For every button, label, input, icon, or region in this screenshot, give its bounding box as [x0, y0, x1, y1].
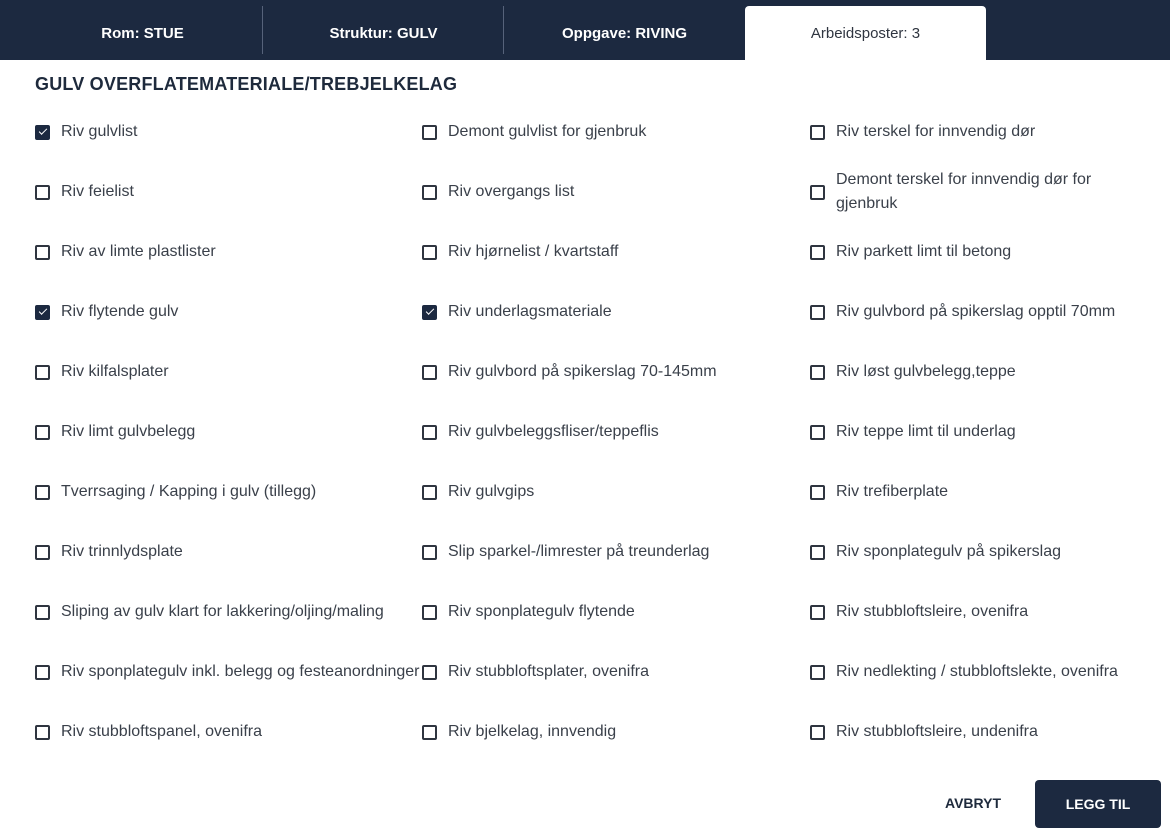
checkbox-item[interactable]: [810, 342, 1145, 402]
add-button[interactable]: LEGG TIL: [1035, 780, 1161, 828]
checkbox-label: Riv stubbloftsleire, ovenifra: [836, 603, 1029, 620]
checkbox-label: Riv bjelkelag, innvendig: [448, 723, 617, 740]
checkbox-item[interactable]: [810, 282, 1145, 342]
checkbox[interactable]: [422, 665, 437, 680]
checkbox-item[interactable]: [422, 102, 810, 162]
checkbox-label: Riv gulvbeleggsfliser/teppeflis: [448, 423, 659, 440]
checkbox-item[interactable]: [35, 342, 422, 402]
tab-bar: [0, 0, 1170, 60]
checkbox-label: Riv stubbloftsplater, ovenifra: [448, 663, 649, 680]
checkbox-item[interactable]: [422, 402, 810, 462]
checkbox-item[interactable]: [35, 642, 422, 702]
checkbox-item[interactable]: [422, 282, 810, 342]
checkbox-label: Riv trefiberplate: [836, 483, 949, 500]
checkbox[interactable]: [810, 485, 825, 500]
checkbox-item[interactable]: [422, 162, 810, 222]
checkbox-label: Sliping av gulv klart for lakkering/oljing/maling: [61, 603, 384, 620]
checkbox[interactable]: [422, 365, 437, 380]
checkbox-item[interactable]: [35, 522, 422, 582]
checkbox-item[interactable]: [810, 162, 1145, 222]
checkbox[interactable]: [35, 365, 50, 380]
checkbox-checked[interactable]: [35, 305, 50, 320]
checkbox[interactable]: [810, 725, 825, 740]
check-icon: [38, 126, 46, 134]
checkbox-item[interactable]: [422, 222, 810, 282]
checkbox-label: Riv stubbloftsleire, undenifra: [836, 723, 1038, 740]
checkbox[interactable]: [35, 725, 50, 740]
checkbox-label: Riv teppe limt til underlag: [836, 423, 1016, 440]
checkbox-label: Riv feielist: [61, 183, 134, 200]
checkbox-label: Riv sponplategulv flytende: [448, 603, 635, 620]
checkbox-checked[interactable]: [35, 125, 50, 140]
checkbox[interactable]: [35, 245, 50, 260]
checkbox[interactable]: [422, 725, 437, 740]
checkbox[interactable]: [810, 425, 825, 440]
checkbox[interactable]: [35, 485, 50, 500]
checkbox-item[interactable]: [35, 582, 422, 642]
work-item-grid: [35, 102, 1145, 762]
checkbox[interactable]: [422, 185, 437, 200]
check-icon: [425, 306, 433, 314]
checkbox[interactable]: [35, 605, 50, 620]
checkbox-item[interactable]: [35, 702, 422, 762]
check-icon: [38, 306, 46, 314]
checkbox-label: Tverrsaging / Kapping i gulv (tillegg): [61, 483, 317, 500]
checkbox-item[interactable]: [35, 282, 422, 342]
checkbox-label: Riv nedlekting / stubbloftslekte, ovenifra: [836, 663, 1118, 680]
checkbox-item[interactable]: [810, 402, 1145, 462]
checkbox-label: Riv av limte plastlister: [61, 243, 216, 260]
checkbox-item[interactable]: [810, 702, 1145, 762]
checkbox-label: Riv terskel for innvendig dør: [836, 123, 1036, 140]
checkbox[interactable]: [422, 605, 437, 620]
checkbox-item[interactable]: [35, 222, 422, 282]
checkbox-item[interactable]: [422, 462, 810, 522]
checkbox-label: Riv underlagsmateriale: [448, 303, 612, 320]
checkbox-label: Riv løst gulvbelegg,teppe: [836, 363, 1016, 380]
checkbox[interactable]: [35, 185, 50, 200]
checkbox-label: Demont gulvlist for gjenbruk: [448, 123, 647, 140]
checkbox-item[interactable]: [422, 702, 810, 762]
checkbox-item[interactable]: [810, 582, 1145, 642]
checkbox-item[interactable]: [422, 522, 810, 582]
checkbox-label: Riv parkett limt til betong: [836, 243, 1012, 260]
checkbox-checked[interactable]: [422, 305, 437, 320]
checkbox[interactable]: [422, 245, 437, 260]
checkbox-label: Riv hjørnelist / kvartstaff: [448, 243, 619, 260]
checkbox-item[interactable]: [810, 102, 1145, 162]
tab-task[interactable]: Oppgave: RIVING: [561, 24, 688, 42]
tab-room[interactable]: Rom: STUE: [22, 6, 263, 60]
checkbox-label: Riv gulvlist: [61, 123, 138, 140]
checkbox-label: Slip sparkel-/limrester på treunderlag: [448, 543, 710, 560]
checkbox[interactable]: [422, 485, 437, 500]
checkbox-item[interactable]: [422, 642, 810, 702]
checkbox-label: Riv flytende gulv: [61, 303, 179, 320]
checkbox[interactable]: [35, 425, 50, 440]
checkbox-label: Demont terskel for innvendig dør for gjenbruk: [836, 171, 1092, 212]
checkbox-label: Riv overgangs list: [448, 183, 575, 200]
checkbox-item[interactable]: [35, 102, 422, 162]
checkbox-item[interactable]: [35, 462, 422, 522]
checkbox[interactable]: [35, 545, 50, 560]
checkbox-label: Riv stubbloftspanel, ovenifra: [61, 723, 262, 740]
checkbox[interactable]: [810, 665, 825, 680]
checkbox-item[interactable]: [422, 342, 810, 402]
checkbox-label: Riv gulvbord på spikerslag opptil 70mm: [836, 303, 1116, 320]
checkbox[interactable]: [810, 125, 825, 140]
section-title: GULV OVERFLATEMATERIALE/TREBJELKELAG: [35, 74, 458, 94]
tab-work-items[interactable]: Arbeidsposter: 3: [745, 6, 986, 60]
checkbox-item[interactable]: [422, 582, 810, 642]
checkbox[interactable]: [35, 665, 50, 680]
checkbox-label: Riv gulvbord på spikerslag 70-145mm: [448, 363, 717, 380]
checkbox-item[interactable]: [810, 522, 1145, 582]
checkbox-item[interactable]: [810, 642, 1145, 702]
checkbox[interactable]: [810, 605, 825, 620]
cancel-button[interactable]: AVBRYT: [928, 786, 1018, 820]
checkbox[interactable]: [422, 425, 437, 440]
tab-structure[interactable]: Struktur: GULV: [263, 6, 504, 60]
checkbox[interactable]: [422, 545, 437, 560]
checkbox-item[interactable]: [35, 162, 422, 222]
checkbox[interactable]: [810, 365, 825, 380]
checkbox-item[interactable]: [810, 462, 1145, 522]
checkbox[interactable]: [810, 185, 825, 200]
checkbox-label: Riv gulvgips: [448, 483, 535, 500]
checkbox-label: Riv sponplategulv inkl. belegg og festeanordninger: [61, 663, 420, 680]
checkbox-label: Riv kilfalsplater: [61, 363, 169, 380]
checkbox-item[interactable]: [810, 222, 1145, 282]
checkbox-label: Riv limt gulvbelegg: [61, 423, 196, 440]
checkbox-item[interactable]: [35, 402, 422, 462]
checkbox[interactable]: [422, 125, 437, 140]
checkbox-label: Riv trinnlydsplate: [61, 543, 183, 560]
checkbox-label: Riv sponplategulv på spikerslag: [836, 543, 1062, 560]
checkbox[interactable]: [810, 545, 825, 560]
checkbox[interactable]: [810, 305, 825, 320]
checkbox[interactable]: [810, 245, 825, 260]
